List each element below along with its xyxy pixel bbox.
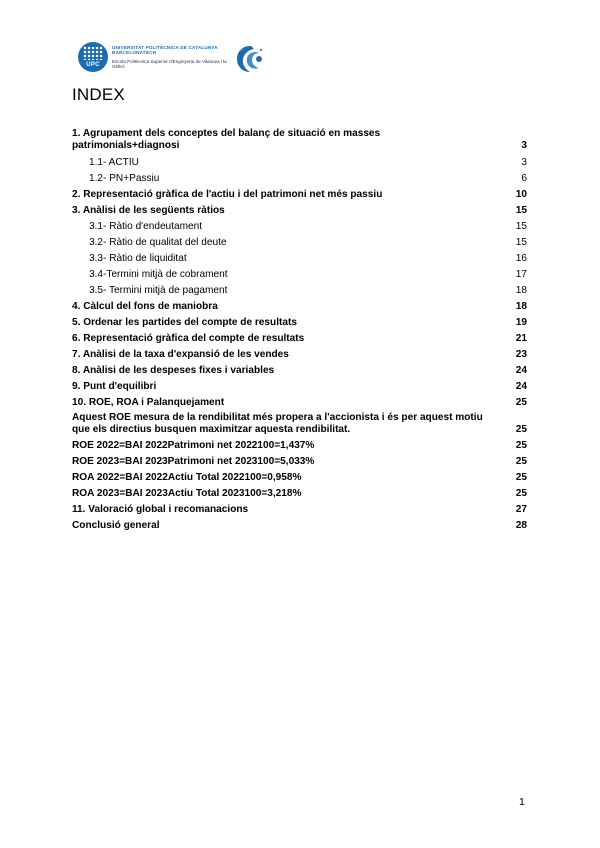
toc-entry[interactable] (72, 221, 527, 233)
toc-entry-page: 27 (515, 504, 527, 515)
toc-entry[interactable] (72, 205, 527, 217)
toc-entry-label: 1.1- ACTIU (89, 157, 139, 168)
upc-badge-icon (78, 42, 108, 72)
toc-entry-page: 19 (515, 317, 527, 328)
toc-entry-label: ROE 2023=BAI 2023Patrimoni net 2023100=5,033% (72, 456, 315, 467)
table-of-contents (72, 124, 527, 532)
toc-entry-page: 24 (515, 381, 527, 392)
toc-entry[interactable] (72, 237, 527, 249)
toc-entry-page: 10 (515, 189, 527, 200)
toc-entry-page: 6 (521, 173, 527, 184)
toc-entry-page: 15 (515, 237, 527, 248)
toc-entry[interactable] (72, 333, 527, 345)
toc-entry-label: 3.3- Ràtio de liquiditat (89, 253, 187, 264)
toc-entry-label: 5. Ordenar les partides del compte de resultats (72, 317, 297, 328)
toc-entry[interactable] (72, 472, 527, 484)
toc-entry[interactable] (72, 397, 527, 409)
toc-entry-page: 25 (515, 397, 527, 408)
toc-entry-label: 10. ROE, ROA i Palanquejament (72, 397, 225, 408)
toc-entry-page: 23 (515, 349, 527, 360)
toc-entry-label: Aquest ROE mesura de la rendibilitat més propera a l'accionista i és per aquest motiu que els directius busquen maximitzar aquesta rendibilitat. (72, 412, 483, 435)
page-title: INDEX (72, 85, 125, 104)
toc-entry[interactable] (72, 173, 527, 185)
toc-entry[interactable] (72, 456, 527, 468)
toc-entry-page: 25 (515, 440, 527, 451)
toc-entry[interactable] (72, 412, 527, 436)
toc-entry[interactable] (72, 301, 527, 313)
toc-entry-label: 6. Representació gràfica del compte de resultats (72, 333, 305, 344)
toc-entry[interactable] (72, 440, 527, 452)
toc-entry[interactable] (72, 317, 527, 329)
toc-entry-label: ROA 2023=BAI 2023Actiu Total 2023100=3,218% (72, 488, 302, 499)
toc-entry-page: 15 (515, 221, 527, 232)
toc-entry[interactable] (72, 365, 527, 377)
toc-entry-label: 8. Anàlisi de les despeses fixes i variables (72, 365, 275, 376)
toc-entry[interactable] (72, 349, 527, 361)
toc-entry-page: 21 (515, 333, 527, 344)
school-emblem-icon (234, 43, 266, 75)
toc-entry-label: 4. Càlcul del fons de maniobra (72, 301, 218, 312)
toc-entry-page: 15 (515, 205, 527, 216)
page-number: 1 (519, 796, 525, 808)
toc-entry-label: 1. Agrupament dels conceptes del balanç de situació en masses patrimonials+diagnosi (72, 128, 381, 151)
toc-entry-page: 25 (515, 424, 527, 435)
logo-school-name: Escola Politècnica Superior d'Enginyeria de Vilanova i la Geltrú (112, 59, 227, 70)
toc-entry-label: 3.4-Termini mitjà de cobrament (89, 269, 228, 280)
toc-entry[interactable] (72, 269, 527, 281)
toc-entry[interactable] (72, 504, 527, 516)
toc-entry-page: 28 (515, 520, 527, 531)
toc-entry-page: 16 (515, 253, 527, 264)
toc-entry-label: 1.2- PN+Passiu (89, 173, 160, 184)
toc-entry-page: 25 (515, 472, 527, 483)
toc-entry-page: 18 (515, 285, 527, 296)
toc-entry[interactable] (72, 285, 527, 297)
toc-entry-page: 3 (521, 157, 527, 168)
toc-entry-label: ROE 2022=BAI 2022Patrimoni net 2022100=1,437% (72, 440, 315, 451)
toc-entry-label: ROA 2022=BAI 2022Actiu Total 2022100=0,958% (72, 472, 302, 483)
toc-entry[interactable] (72, 157, 527, 169)
toc-entry-label: 9. Punt d'equilibri (72, 381, 157, 392)
toc-entry-page: 25 (515, 488, 527, 499)
toc-entry-label: 7. Anàlisi de la taxa d'expansió de les vendes (72, 349, 289, 360)
toc-entry-label: 11. Valoració global i recomanacions (72, 504, 249, 515)
toc-entry[interactable] (72, 253, 527, 265)
toc-entry[interactable] (72, 381, 527, 393)
toc-entry-page: 17 (515, 269, 527, 280)
toc-entry-label: 3.5- Termini mitjà de pagament (89, 285, 228, 296)
toc-entry[interactable] (72, 520, 527, 532)
badge-text: UPC (86, 62, 100, 68)
toc-entry-label: 2. Representació gràfica de l'actiu i del patrimoni net més passiu (72, 189, 383, 200)
toc-entry-page: 3 (521, 140, 527, 151)
toc-entry[interactable] (72, 189, 527, 201)
toc-entry-label: 3.2- Ràtio de qualitat del deute (89, 237, 227, 248)
toc-entry-page: 24 (515, 365, 527, 376)
toc-entry-label: Conclusió general (72, 520, 160, 531)
toc-entry-label: 3. Anàlisi de les següents ràtios (72, 205, 225, 216)
logo-university-name: UNIVERSITAT POLITÈCNICA DE CATALUNYA BARCELONATECH (112, 45, 218, 55)
toc-entry-page: 25 (515, 456, 527, 467)
toc-entry[interactable] (72, 488, 527, 500)
toc-entry-label: 3.1- Ràtio d'endeutament (89, 221, 203, 232)
toc-entry-page: 18 (515, 301, 527, 312)
toc-entry[interactable] (72, 128, 527, 152)
university-logo (78, 42, 268, 76)
